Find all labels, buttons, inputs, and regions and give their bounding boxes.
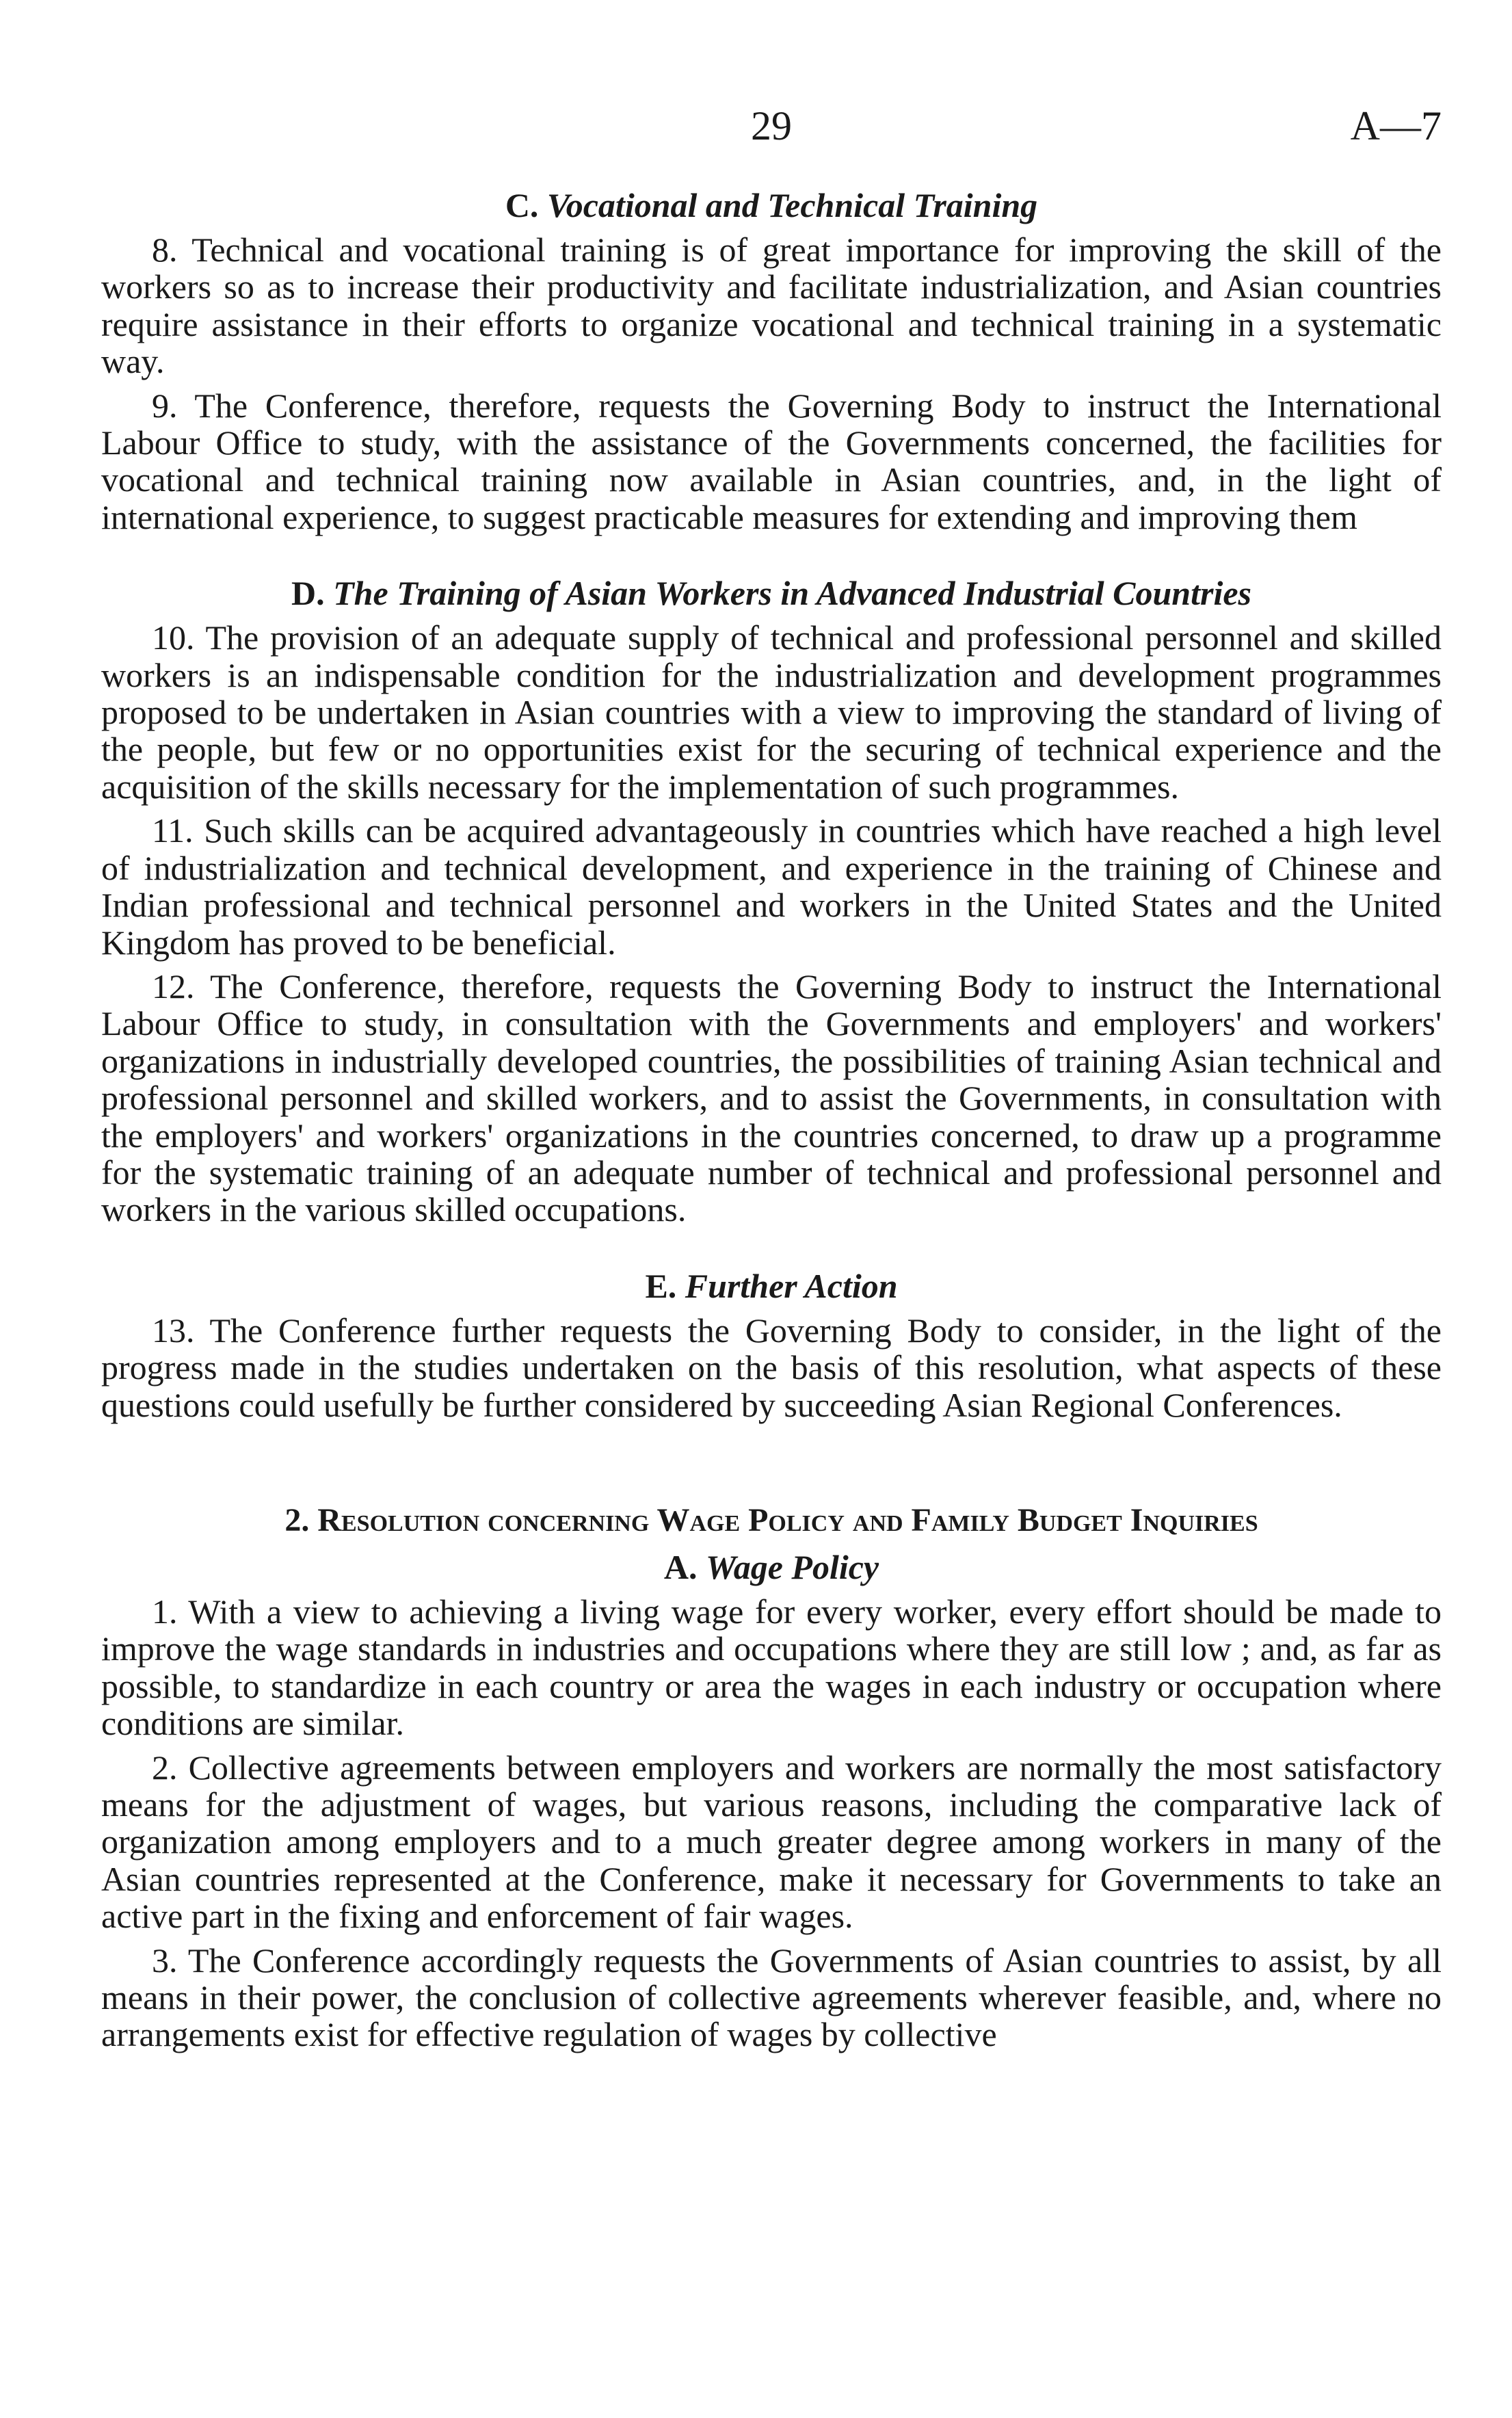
paragraph-12: 12. The Conference, therefore, requests the Governing Body to instruct the International Labour Office to study, in consultation with the Governments and employers' and workers' organizations in industrially developed countries, the possibilities of training Asian technical and professional personnel and skilled workers, and to assist the Governments, in consultation with the employers' and workers' organizations in the countries concerned, to draw up a programme for the systematic training of an adequate number of technical and professional personnel and workers in the various skilled occupations. [101,967,1442,1229]
section-d-letter: D. [291,574,325,613]
section-d-title: The Training of Asian Workers in Advanced Industrial Countries [333,574,1251,613]
section-c-title: Vocational and Technical Training [546,186,1038,224]
subsection-a-title: Wage Policy [705,1547,879,1586]
subsection-a-letter: A. [663,1547,698,1586]
section-e-heading [101,1265,1442,1306]
paragraph-13: 13. The Conference further requests the Governing Body to consider, in the light of the progress made in the studies undertaken on the basis of this resolution, what aspects of these questions could usefully be further considered by succeeding Asian Regional Conferences. [101,1311,1442,1424]
paragraph-8: 8. Technical and vocational training is of great importance for improving the skill of the workers so as to increase their productivity and facilitate industrialization, and Asian countries require assistance in their efforts to organize vocational and technical training in a systematic way. [101,231,1442,381]
wage-paragraph-2: 2. Collective agreements between employers and workers are normally the most satisfactory means for the adjustment of wages, but various reasons, including the comparative lack of organization among employers and to a much greater degree among workers in many of the Asian countries represented at the Conference, make it necessary for Governments to take an active part in the fixing and enforcement of fair wages. [101,1748,1442,1936]
section-c-heading [101,185,1442,226]
section-d-heading [101,573,1442,614]
section-e-letter: E. [645,1266,677,1305]
wage-paragraph-1: 1. With a view to achieving a living wage for every worker, every effort should be made to improve the wage standards in industries and occupations where they are still low ; and, as far as possible, to standardize in each country or area the wages in each industry or occupation where conditions are similar. [101,1592,1442,1743]
paragraph-11: 11. Such skills can be acquired advantageously in countries which have reached a high level of industrialization and technical development, and experience in the training of Chinese and Indian professional and technical personnel and workers in the United States and the United Kingdom has proved to be beneficial. [101,811,1442,962]
subsection-a-heading [101,1547,1442,1588]
resolution-2-heading [101,1500,1442,1541]
section-e-title: Further Action [685,1266,898,1305]
paragraph-10: 10. The provision of an adequate supply of technical and professional personnel and skilled workers is an indispensable condition for the industrialization and development programmes proposed to be undertaken in Asian countries with a view to improving the standard of living of the people, but few or no opportunities exist for the securing of technical experience and the acquisition of the skills necessary for the implementation of such programmes. [101,618,1442,806]
page-number: 29 [751,103,792,148]
document-code: A—7 [1350,103,1442,148]
paragraph-9: 9. The Conference, therefore, requests the Governing Body to instruct the International Labour Office to study, with the assistance of the Governments concerned, the facilities for vocational and technical training now available in Asian countries, and, in the light of international experience, to suggest practicable measures for extending and improving them [101,386,1442,536]
document-page [101,103,1442,2053]
resolution-2-number: 2. [284,1501,310,1538]
section-c-letter: C. [505,186,539,224]
resolution-2-title: Resolution concerning Wage Policy and Family Budget Inquiries [317,1501,1258,1538]
page-header [101,103,1442,185]
wage-paragraph-3: 3. The Conference accordingly requests the Governments of Asian countries to assist, by all means in their power, the conclusion of collective agreements wherever feasible, and, where no arrangements exist for effective regulation of wages by collective [101,1941,1442,2054]
